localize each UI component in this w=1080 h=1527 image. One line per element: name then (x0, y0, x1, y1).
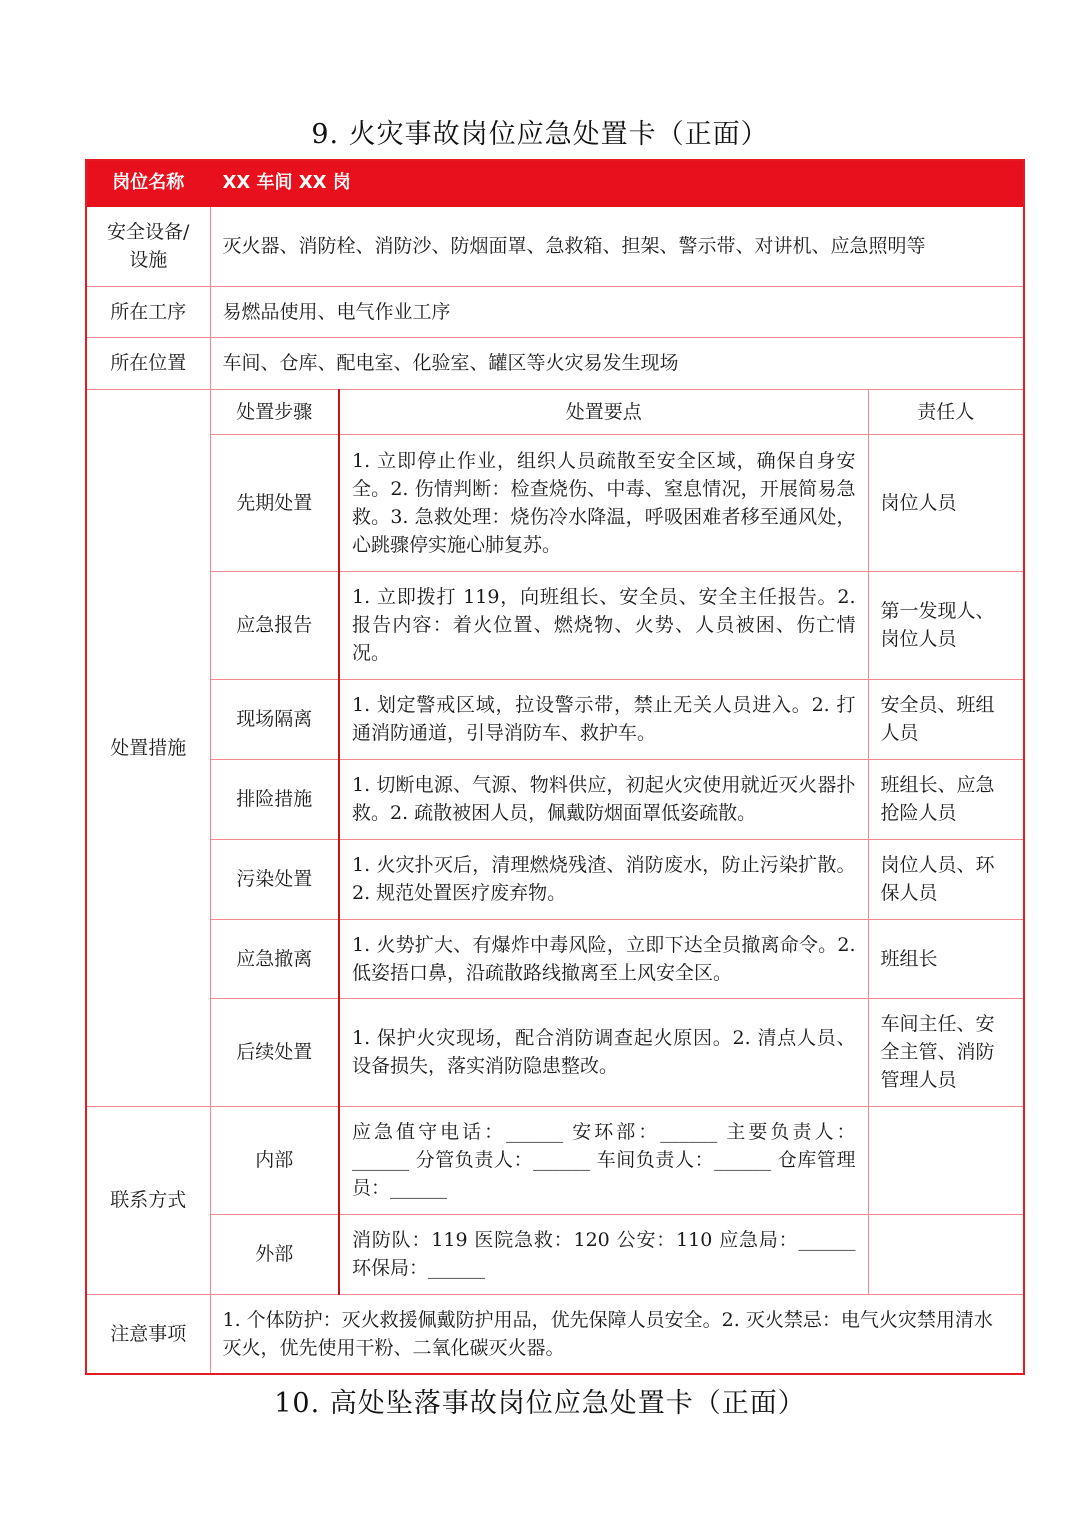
table-row (86, 998, 1024, 1106)
measures-label: 处置措施 (86, 389, 210, 1106)
step-points: 1. 立即停止作业，组织人员疏散至安全区域，确保自身安全。2. 伤情判断：检查烧伤、中毒、窒息情况，开展简易急救。3. 急救处理：烧伤冷水降温，呼吸困难者移至通风处，心跳骤停实施心肺复苏。 (339, 434, 868, 571)
table-row (86, 434, 1024, 571)
col-points-header: 处置要点 (339, 389, 868, 434)
step-name: 应急报告 (210, 571, 339, 679)
contacts-internal-row (86, 1106, 1024, 1214)
step-person: 岗位人员、环保人员 (868, 839, 1024, 919)
location-value: 车间、仓库、配电室、化验室、罐区等火灾易发生现场 (210, 337, 1024, 389)
location-row (86, 337, 1024, 389)
location-label: 所在位置 (86, 337, 210, 389)
post-name-value: XX 车间 XX 岗 (210, 160, 1024, 206)
equipment-label-line1: 安全设备/ (107, 221, 190, 243)
next-card-title: 10. 高处坠落事故岗位应急处置卡（正面） (274, 1388, 806, 1419)
step-points: 1. 保护火灾现场，配合消防调查起火原因。2. 清点人员、设备损失，落实消防隐患整改。 (339, 998, 868, 1106)
table-header-row (86, 160, 1024, 206)
contacts-external-label: 外部 (210, 1214, 339, 1294)
table-row (86, 571, 1024, 679)
emergency-card-table (85, 159, 1025, 1375)
notes-label: 注意事项 (86, 1294, 210, 1374)
notes-row (86, 1294, 1024, 1374)
step-points: 1. 划定警戒区域，拉设警示带，禁止无关人员进入。2. 打通消防通道，引导消防车、救护车。 (339, 679, 868, 759)
step-person: 车间主任、安全主管、消防管理人员 (868, 998, 1024, 1106)
step-person: 班组长 (868, 919, 1024, 998)
step-person: 安全员、班组人员 (868, 679, 1024, 759)
process-label: 所在工序 (86, 286, 210, 337)
equipment-label (86, 206, 210, 286)
step-person: 岗位人员 (868, 434, 1024, 571)
step-person: 班组长、应急抢险人员 (868, 759, 1024, 839)
table-row (86, 679, 1024, 759)
step-name: 污染处置 (210, 839, 339, 919)
post-name-label: 岗位名称 (86, 160, 210, 206)
step-name: 后续处置 (210, 998, 339, 1106)
col-person-header: 责任人 (868, 389, 1024, 434)
contacts-internal-value: 应急值守电话：______ 安环部：______ 主要负责人：______ 分管负责人：______ 车间负责人：______ 仓库管理员：______ (339, 1106, 868, 1214)
step-person: 第一发现人、岗位人员 (868, 571, 1024, 679)
table-row (86, 919, 1024, 998)
contacts-external-value: 消防队：119 医院急救：120 公安：110 应急局：______ 环保局：______ (339, 1214, 868, 1294)
step-points: 1. 切断电源、气源、物料供应，初起火灾使用就近灭火器扑救。2. 疏散被困人员，佩戴防烟面罩低姿疏散。 (339, 759, 868, 839)
process-row (86, 286, 1024, 337)
step-points: 1. 立即拨打 119，向班组长、安全员、安全主任报告。2. 报告内容：着火位置、燃烧物、火势、人员被困、伤亡情况。 (339, 571, 868, 679)
contacts-label: 联系方式 (86, 1106, 210, 1294)
equipment-label-line2: 设施 (129, 249, 168, 271)
measures-header-row (86, 389, 1024, 434)
notes-value: 1. 个体防护：灭火救援佩戴防护用品，优先保障人员安全。2. 灭火禁忌：电气火灾禁用清水灭火，优先使用干粉、二氧化碳灭火器。 (210, 1294, 1024, 1374)
equipment-value: 灭火器、消防栓、消防沙、防烟面罩、急救箱、担架、警示带、对讲机、应急照明等 (210, 206, 1024, 286)
table-row (86, 839, 1024, 919)
step-name: 先期处置 (210, 434, 339, 571)
contacts-external-row (86, 1214, 1024, 1294)
equipment-row (86, 206, 1024, 286)
contacts-internal-empty (868, 1106, 1024, 1214)
process-value: 易燃品使用、电气作业工序 (210, 286, 1024, 337)
step-points: 1. 火势扩大、有爆炸中毒风险，立即下达全员撤离命令。2. 低姿捂口鼻，沿疏散路线撤离至上风安全区。 (339, 919, 868, 998)
page-title: 9. 火灾事故岗位应急处置卡（正面） (311, 119, 769, 150)
table-row (86, 759, 1024, 839)
step-points: 1. 火灾扑灭后，清理燃烧残渣、消防废水，防止污染扩散。2. 规范处置医疗废弃物。 (339, 839, 868, 919)
step-name: 现场隔离 (210, 679, 339, 759)
step-name: 排险措施 (210, 759, 339, 839)
step-name: 应急撤离 (210, 919, 339, 998)
contacts-internal-label: 内部 (210, 1106, 339, 1214)
contacts-external-empty (868, 1214, 1024, 1294)
col-step-header: 处置步骤 (210, 389, 339, 434)
